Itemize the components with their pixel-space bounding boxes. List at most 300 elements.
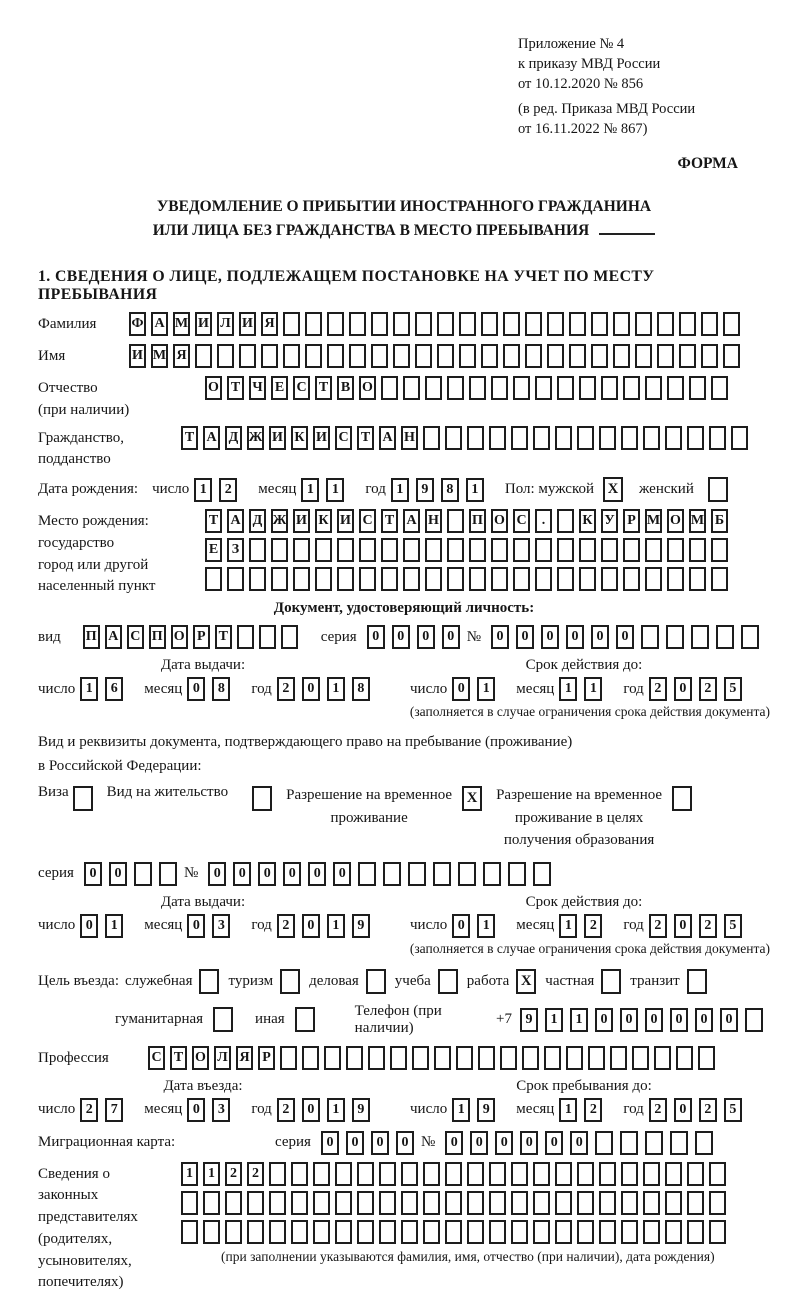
char-cell[interactable]: Л (214, 1046, 231, 1070)
char-cell[interactable] (445, 1162, 462, 1186)
char-cell[interactable]: В (337, 376, 354, 400)
char-cell[interactable]: 0 (695, 1008, 713, 1032)
char-cell[interactable]: 2 (219, 478, 237, 502)
char-cell[interactable]: 5 (724, 1098, 742, 1122)
char-cell[interactable] (247, 1220, 264, 1244)
char-cell[interactable]: 0 (616, 625, 634, 649)
char-cell[interactable]: 1 (545, 1008, 563, 1032)
char-cell[interactable] (249, 567, 266, 591)
char-cell[interactable]: К (579, 509, 596, 533)
char-cell[interactable] (423, 1220, 440, 1244)
char-cell[interactable] (291, 1162, 308, 1186)
char-cell[interactable]: М (173, 312, 190, 336)
char-cell[interactable]: 1 (301, 478, 319, 502)
char-cell[interactable] (716, 625, 734, 649)
char-cell[interactable] (456, 1046, 473, 1070)
char-cell[interactable]: 1 (203, 1162, 220, 1186)
char-cell[interactable] (635, 344, 652, 368)
char-cell[interactable] (654, 1046, 671, 1070)
char-cell[interactable] (557, 538, 574, 562)
char-cell[interactable] (349, 344, 366, 368)
char-cell[interactable] (525, 344, 542, 368)
char-cell[interactable] (599, 1220, 616, 1244)
char-cell[interactable] (459, 312, 476, 336)
char-cell[interactable]: 3 (212, 914, 230, 938)
char-cell[interactable] (225, 1191, 242, 1215)
char-cell[interactable] (601, 567, 618, 591)
char-cell[interactable]: 0 (208, 862, 226, 886)
char-cell[interactable]: О (171, 625, 188, 649)
char-cell[interactable] (555, 1191, 572, 1215)
char-cell[interactable] (337, 538, 354, 562)
char-cell[interactable] (401, 1191, 418, 1215)
char-cell[interactable]: 8 (212, 677, 230, 701)
gender-male-checkbox[interactable]: X (603, 477, 623, 502)
visa-checkbox[interactable] (73, 786, 93, 811)
char-cell[interactable] (579, 567, 596, 591)
char-cell[interactable]: И (293, 509, 310, 533)
char-cell[interactable]: У (601, 509, 618, 533)
char-cell[interactable]: 0 (308, 862, 326, 886)
char-cell[interactable]: 0 (80, 914, 98, 938)
char-cell[interactable]: С (513, 509, 530, 533)
char-cell[interactable] (645, 376, 662, 400)
char-cell[interactable]: Д (249, 509, 266, 533)
char-cell[interactable]: 0 (674, 677, 692, 701)
char-cell[interactable] (379, 1191, 396, 1215)
char-cell[interactable]: 0 (520, 1131, 538, 1155)
char-cell[interactable]: 1 (559, 677, 577, 701)
char-cell[interactable]: 0 (541, 625, 559, 649)
char-cell[interactable] (676, 1046, 693, 1070)
char-cell[interactable] (489, 1220, 506, 1244)
char-cell[interactable] (291, 1191, 308, 1215)
char-cell[interactable] (569, 344, 586, 368)
char-cell[interactable]: П (469, 509, 486, 533)
char-cell[interactable]: Т (205, 509, 222, 533)
char-cell[interactable]: К (315, 509, 332, 533)
char-cell[interactable] (687, 1191, 704, 1215)
char-cell[interactable]: Ж (271, 509, 288, 533)
char-cell[interactable] (491, 376, 508, 400)
char-cell[interactable] (513, 567, 530, 591)
temp-permit-checkbox[interactable]: X (462, 786, 482, 811)
char-cell[interactable] (225, 1220, 242, 1244)
char-cell[interactable]: 8 (352, 677, 370, 701)
char-cell[interactable]: 9 (477, 1098, 495, 1122)
char-cell[interactable]: 2 (649, 1098, 667, 1122)
char-cell[interactable] (557, 509, 574, 533)
char-cell[interactable]: 0 (452, 914, 470, 938)
char-cell[interactable] (687, 1220, 704, 1244)
char-cell[interactable]: 1 (327, 677, 345, 701)
char-cell[interactable]: П (83, 625, 100, 649)
char-cell[interactable]: З (227, 538, 244, 562)
char-cell[interactable] (643, 1220, 660, 1244)
char-cell[interactable] (327, 312, 344, 336)
char-cell[interactable] (577, 426, 594, 450)
char-cell[interactable] (679, 344, 696, 368)
char-cell[interactable] (269, 1220, 286, 1244)
char-cell[interactable] (227, 567, 244, 591)
gender-female-checkbox[interactable] (708, 477, 728, 502)
char-cell[interactable] (433, 862, 451, 886)
char-cell[interactable] (489, 1191, 506, 1215)
char-cell[interactable] (393, 344, 410, 368)
purpose-checkbox-sluzhebnaya[interactable] (199, 969, 219, 994)
edu-permit-checkbox[interactable] (672, 786, 692, 811)
char-cell[interactable] (481, 344, 498, 368)
char-cell[interactable]: Р (623, 509, 640, 533)
char-cell[interactable] (447, 538, 464, 562)
char-cell[interactable] (544, 1046, 561, 1070)
char-cell[interactable]: Р (193, 625, 210, 649)
char-cell[interactable] (535, 538, 552, 562)
char-cell[interactable] (613, 344, 630, 368)
char-cell[interactable]: 2 (247, 1162, 264, 1186)
char-cell[interactable]: 5 (724, 677, 742, 701)
char-cell[interactable]: 2 (649, 677, 667, 701)
char-cell[interactable] (689, 567, 706, 591)
char-cell[interactable] (403, 538, 420, 562)
char-cell[interactable] (283, 312, 300, 336)
char-cell[interactable] (412, 1046, 429, 1070)
char-cell[interactable] (723, 312, 740, 336)
char-cell[interactable]: 0 (495, 1131, 513, 1155)
char-cell[interactable]: И (337, 509, 354, 533)
char-cell[interactable] (203, 1220, 220, 1244)
char-cell[interactable] (249, 538, 266, 562)
char-cell[interactable]: С (359, 509, 376, 533)
char-cell[interactable]: 0 (566, 625, 584, 649)
char-cell[interactable] (425, 376, 442, 400)
char-cell[interactable] (269, 1191, 286, 1215)
char-cell[interactable]: 1 (181, 1162, 198, 1186)
char-cell[interactable]: 1 (327, 914, 345, 938)
char-cell[interactable] (645, 538, 662, 562)
purpose-checkbox-delovaya[interactable] (366, 969, 386, 994)
char-cell[interactable] (533, 862, 551, 886)
char-cell[interactable] (670, 1131, 688, 1155)
char-cell[interactable]: А (227, 509, 244, 533)
char-cell[interactable] (711, 567, 728, 591)
char-cell[interactable] (291, 1220, 308, 1244)
char-cell[interactable] (555, 1220, 572, 1244)
char-cell[interactable] (445, 426, 462, 450)
char-cell[interactable]: А (105, 625, 122, 649)
char-cell[interactable] (483, 862, 501, 886)
purpose-checkbox-turizm[interactable] (280, 969, 300, 994)
char-cell[interactable] (701, 344, 718, 368)
char-cell[interactable] (181, 1220, 198, 1244)
char-cell[interactable]: Л (217, 312, 234, 336)
char-cell[interactable]: О (667, 509, 684, 533)
char-cell[interactable]: М (689, 509, 706, 533)
char-cell[interactable]: 2 (699, 1098, 717, 1122)
char-cell[interactable]: И (313, 426, 330, 450)
char-cell[interactable] (447, 376, 464, 400)
char-cell[interactable]: С (148, 1046, 165, 1070)
purpose-checkbox-tranzit[interactable] (687, 969, 707, 994)
char-cell[interactable]: Т (381, 509, 398, 533)
char-cell[interactable] (371, 312, 388, 336)
char-cell[interactable]: 0 (109, 862, 127, 886)
char-cell[interactable]: Т (170, 1046, 187, 1070)
char-cell[interactable] (533, 426, 550, 450)
char-cell[interactable]: Т (215, 625, 232, 649)
char-cell[interactable] (665, 1162, 682, 1186)
char-cell[interactable] (481, 312, 498, 336)
char-cell[interactable]: 0 (187, 677, 205, 701)
char-cell[interactable] (513, 376, 530, 400)
char-cell[interactable] (533, 1162, 550, 1186)
char-cell[interactable] (511, 426, 528, 450)
char-cell[interactable] (547, 344, 564, 368)
char-cell[interactable]: 0 (674, 914, 692, 938)
char-cell[interactable]: 6 (105, 677, 123, 701)
char-cell[interactable] (379, 1220, 396, 1244)
char-cell[interactable] (403, 567, 420, 591)
char-cell[interactable]: 7 (105, 1098, 123, 1122)
char-cell[interactable] (503, 344, 520, 368)
char-cell[interactable] (731, 426, 748, 450)
char-cell[interactable]: Ф (129, 312, 146, 336)
char-cell[interactable]: 1 (105, 914, 123, 938)
char-cell[interactable] (579, 376, 596, 400)
char-cell[interactable] (508, 862, 526, 886)
char-cell[interactable] (261, 344, 278, 368)
char-cell[interactable] (271, 538, 288, 562)
char-cell[interactable]: 0 (302, 914, 320, 938)
char-cell[interactable] (415, 312, 432, 336)
char-cell[interactable] (423, 1191, 440, 1215)
char-cell[interactable]: 0 (187, 914, 205, 938)
char-cell[interactable] (425, 538, 442, 562)
char-cell[interactable] (459, 344, 476, 368)
char-cell[interactable] (302, 1046, 319, 1070)
char-cell[interactable]: 1 (391, 478, 409, 502)
char-cell[interactable] (195, 344, 212, 368)
char-cell[interactable]: 0 (84, 862, 102, 886)
char-cell[interactable]: 2 (80, 1098, 98, 1122)
char-cell[interactable] (535, 567, 552, 591)
char-cell[interactable] (293, 538, 310, 562)
char-cell[interactable] (359, 538, 376, 562)
char-cell[interactable]: И (129, 344, 146, 368)
char-cell[interactable]: Т (227, 376, 244, 400)
char-cell[interactable] (383, 862, 401, 886)
char-cell[interactable]: Е (271, 376, 288, 400)
char-cell[interactable] (478, 1046, 495, 1070)
char-cell[interactable]: Ч (249, 376, 266, 400)
char-cell[interactable] (635, 312, 652, 336)
char-cell[interactable] (371, 344, 388, 368)
char-cell[interactable] (610, 1046, 627, 1070)
char-cell[interactable] (623, 567, 640, 591)
char-cell[interactable] (434, 1046, 451, 1070)
char-cell[interactable] (467, 1220, 484, 1244)
char-cell[interactable]: О (192, 1046, 209, 1070)
char-cell[interactable]: И (195, 312, 212, 336)
char-cell[interactable] (181, 1191, 198, 1215)
purpose-checkbox-inaya[interactable] (295, 1007, 315, 1032)
char-cell[interactable] (525, 312, 542, 336)
char-cell[interactable]: М (151, 344, 168, 368)
char-cell[interactable]: А (379, 426, 396, 450)
char-cell[interactable] (403, 376, 420, 400)
char-cell[interactable]: 0 (670, 1008, 688, 1032)
char-cell[interactable] (591, 344, 608, 368)
char-cell[interactable]: 1 (559, 914, 577, 938)
char-cell[interactable] (489, 426, 506, 450)
char-cell[interactable] (555, 426, 572, 450)
char-cell[interactable] (588, 1046, 605, 1070)
char-cell[interactable] (500, 1046, 517, 1070)
char-cell[interactable] (293, 567, 310, 591)
char-cell[interactable] (358, 862, 376, 886)
char-cell[interactable]: Т (181, 426, 198, 450)
char-cell[interactable]: 0 (645, 1008, 663, 1032)
char-cell[interactable] (445, 1220, 462, 1244)
char-cell[interactable] (239, 344, 256, 368)
char-cell[interactable]: 9 (352, 1098, 370, 1122)
char-cell[interactable]: П (149, 625, 166, 649)
char-cell[interactable] (217, 344, 234, 368)
char-cell[interactable]: 0 (417, 625, 435, 649)
char-cell[interactable] (723, 344, 740, 368)
char-cell[interactable] (203, 1191, 220, 1215)
char-cell[interactable]: 0 (620, 1008, 638, 1032)
char-cell[interactable]: 1 (570, 1008, 588, 1032)
char-cell[interactable] (315, 567, 332, 591)
char-cell[interactable] (271, 567, 288, 591)
char-cell[interactable] (557, 376, 574, 400)
char-cell[interactable] (381, 376, 398, 400)
char-cell[interactable]: 2 (225, 1162, 242, 1186)
char-cell[interactable] (577, 1162, 594, 1186)
char-cell[interactable] (205, 567, 222, 591)
char-cell[interactable] (643, 426, 660, 450)
char-cell[interactable] (577, 1191, 594, 1215)
char-cell[interactable]: А (151, 312, 168, 336)
char-cell[interactable]: 0 (321, 1131, 339, 1155)
char-cell[interactable] (324, 1046, 341, 1070)
char-cell[interactable]: 0 (570, 1131, 588, 1155)
char-cell[interactable] (595, 1131, 613, 1155)
char-cell[interactable] (381, 567, 398, 591)
char-cell[interactable] (423, 1162, 440, 1186)
char-cell[interactable] (313, 1220, 330, 1244)
char-cell[interactable] (632, 1046, 649, 1070)
char-cell[interactable]: . (535, 509, 552, 533)
char-cell[interactable]: 2 (699, 677, 717, 701)
char-cell[interactable] (335, 1162, 352, 1186)
purpose-checkbox-chastnaya[interactable] (601, 969, 621, 994)
char-cell[interactable] (711, 376, 728, 400)
char-cell[interactable]: Б (711, 509, 728, 533)
char-cell[interactable]: 0 (470, 1131, 488, 1155)
char-cell[interactable]: Я (173, 344, 190, 368)
char-cell[interactable] (641, 625, 659, 649)
char-cell[interactable]: 0 (187, 1098, 205, 1122)
char-cell[interactable] (379, 1162, 396, 1186)
char-cell[interactable]: О (491, 509, 508, 533)
char-cell[interactable]: Р (258, 1046, 275, 1070)
char-cell[interactable]: 2 (699, 914, 717, 938)
char-cell[interactable]: 0 (674, 1098, 692, 1122)
char-cell[interactable] (357, 1220, 374, 1244)
char-cell[interactable] (591, 312, 608, 336)
char-cell[interactable] (401, 1220, 418, 1244)
char-cell[interactable]: О (359, 376, 376, 400)
char-cell[interactable] (701, 312, 718, 336)
char-cell[interactable] (557, 567, 574, 591)
char-cell[interactable] (423, 426, 440, 450)
char-cell[interactable] (601, 538, 618, 562)
char-cell[interactable] (687, 1162, 704, 1186)
char-cell[interactable]: 8 (441, 478, 459, 502)
char-cell[interactable]: 9 (520, 1008, 538, 1032)
char-cell[interactable] (709, 1162, 726, 1186)
char-cell[interactable]: 1 (80, 677, 98, 701)
char-cell[interactable]: К (291, 426, 308, 450)
char-cell[interactable] (359, 567, 376, 591)
char-cell[interactable]: 0 (233, 862, 251, 886)
char-cell[interactable]: 1 (194, 478, 212, 502)
char-cell[interactable] (511, 1220, 528, 1244)
char-cell[interactable]: 0 (442, 625, 460, 649)
char-cell[interactable] (467, 1191, 484, 1215)
char-cell[interactable] (491, 538, 508, 562)
char-cell[interactable] (503, 312, 520, 336)
char-cell[interactable]: 0 (367, 625, 385, 649)
char-cell[interactable]: 2 (277, 677, 295, 701)
char-cell[interactable]: 0 (346, 1131, 364, 1155)
char-cell[interactable]: 0 (452, 677, 470, 701)
char-cell[interactable] (337, 567, 354, 591)
char-cell[interactable] (687, 426, 704, 450)
char-cell[interactable] (745, 1008, 763, 1032)
char-cell[interactable] (621, 426, 638, 450)
char-cell[interactable] (401, 1162, 418, 1186)
char-cell[interactable] (511, 1191, 528, 1215)
char-cell[interactable] (665, 1220, 682, 1244)
char-cell[interactable]: 1 (466, 478, 484, 502)
char-cell[interactable]: 2 (584, 914, 602, 938)
char-cell[interactable] (711, 538, 728, 562)
char-cell[interactable]: А (203, 426, 220, 450)
char-cell[interactable] (667, 376, 684, 400)
char-cell[interactable]: 0 (392, 625, 410, 649)
char-cell[interactable] (437, 312, 454, 336)
char-cell[interactable] (621, 1162, 638, 1186)
char-cell[interactable] (566, 1046, 583, 1070)
char-cell[interactable] (159, 862, 177, 886)
char-cell[interactable] (657, 344, 674, 368)
char-cell[interactable]: 0 (591, 625, 609, 649)
char-cell[interactable] (335, 1220, 352, 1244)
char-cell[interactable]: 3 (212, 1098, 230, 1122)
char-cell[interactable] (269, 1162, 286, 1186)
char-cell[interactable]: Т (357, 426, 374, 450)
char-cell[interactable] (469, 376, 486, 400)
char-cell[interactable]: 1 (559, 1098, 577, 1122)
purpose-checkbox-ucheba[interactable] (438, 969, 458, 994)
char-cell[interactable]: М (645, 509, 662, 533)
char-cell[interactable]: 0 (396, 1131, 414, 1155)
char-cell[interactable]: Т (315, 376, 332, 400)
char-cell[interactable] (623, 376, 640, 400)
